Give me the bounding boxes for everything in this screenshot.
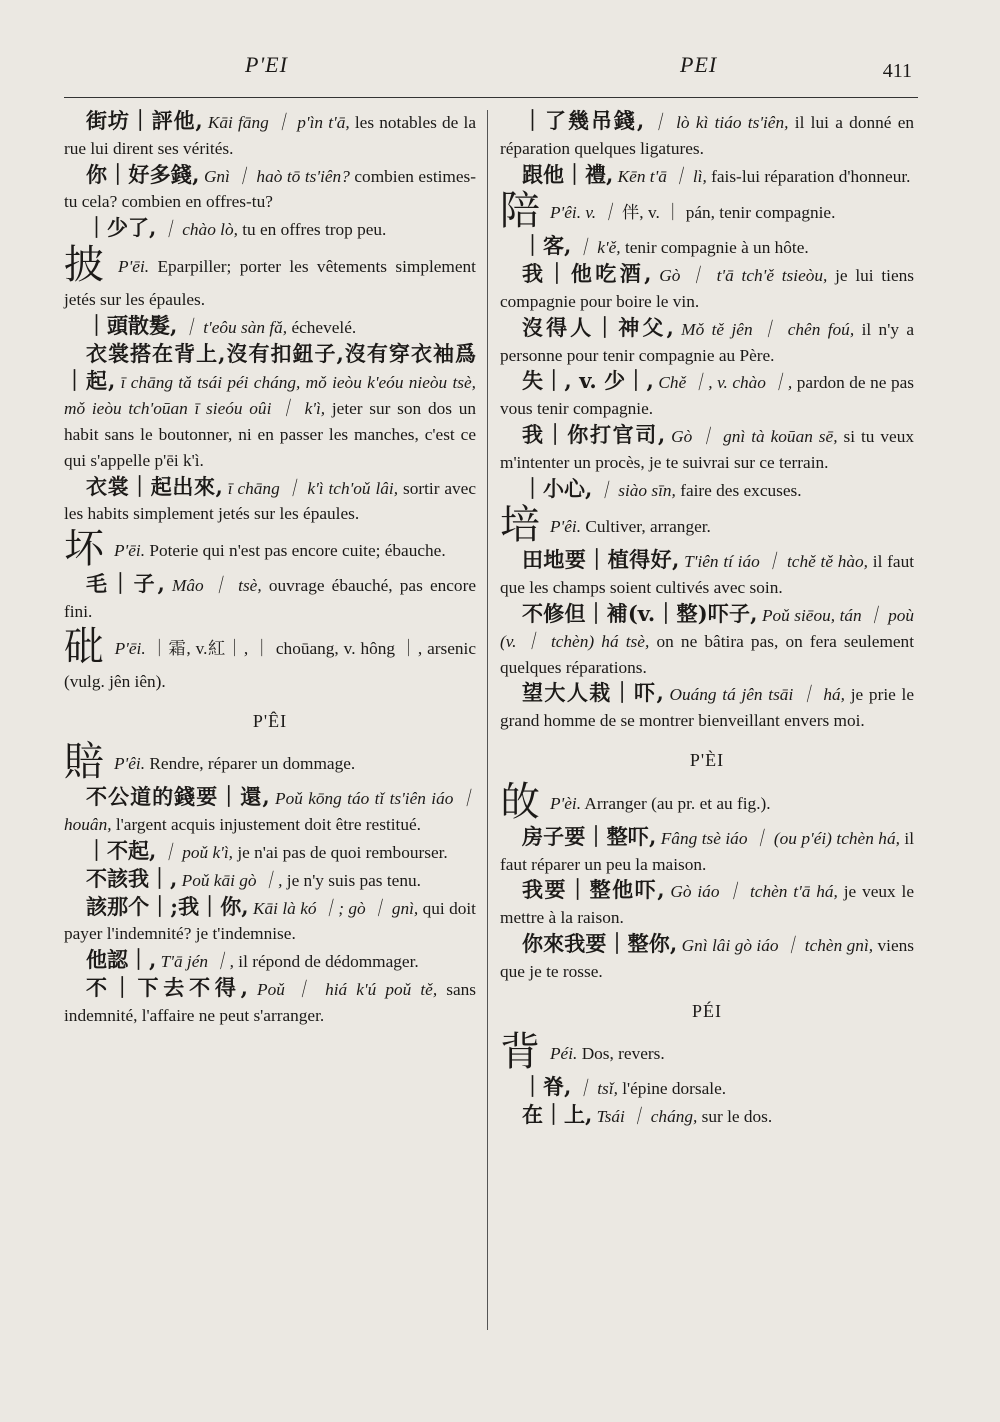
romanization: P'êi. v. ｜ [550, 203, 618, 223]
section-heading: P'ÈI [689, 749, 725, 770]
chinese-phrase: 不｜下去不得, [86, 974, 248, 1000]
definition-text: je prie le grand homme de se montrer bienveillant envers moi. [500, 685, 914, 731]
romanization: Poǔ kōng táo tǐ ts'iên iáo ｜ houân, [64, 789, 476, 835]
definition-text: il faut que les champs soient cultivés avec soin. [500, 552, 915, 598]
chinese-phrase: 望大人栽｜吓, [522, 680, 664, 706]
romanization: P'ēi. [118, 256, 150, 276]
headword-entry [64, 740, 476, 784]
headword-character: 敀 [500, 778, 540, 825]
definition-text: je n'ai pas de quoi rembourser. [237, 842, 448, 862]
chinese-phrase: 衣裳搭在背上,沒有扣鈕子,沒有穿衣袖爲｜起, [64, 340, 476, 394]
romanization: Ouáng tá jên tsāi ｜ há, [669, 685, 845, 705]
headword-entry [64, 625, 476, 695]
chinese-phrase: 田地要｜植得好, [522, 547, 680, 573]
definition-text: Arranger (au pr. et au fig.). [584, 793, 771, 813]
romanization: ｜ tsǐ, [575, 1079, 618, 1099]
definition-text: sans indemnité, l'affaire ne peut s'arranger. [64, 979, 476, 1025]
definition-text: Dos, revers. [581, 1044, 665, 1064]
romanization: Kāi là kó ｜; gò ｜ gnì, [253, 898, 419, 918]
chinese-phrase: 我要｜整他吓, [522, 877, 665, 903]
headword-character: 砒 [64, 623, 105, 670]
sub-entry [500, 680, 914, 734]
definition-text: sortir avec les habits simplement jetés sur les épaules. [64, 478, 477, 524]
definition-text: Eparpiller; porter les vêtements simplement jetés sur les épaules. [64, 256, 476, 309]
section-heading: P'ÊI [252, 710, 288, 731]
sub-entry [64, 341, 476, 474]
sub-entry [500, 315, 914, 369]
chinese-phrase: 他認｜, [86, 947, 157, 973]
romanization: Poǔ siēou, tán ｜ poù (v. ｜ tchèn) há tsè, [500, 605, 915, 651]
sub-entry [64, 108, 476, 162]
chinese-phrase: ｜不起, [86, 837, 157, 863]
sub-entry [500, 547, 914, 601]
sub-entry [500, 162, 914, 190]
romanization: Gnì ｜ haò tō ts'iên? [203, 166, 350, 186]
definition-text: sur le dos. [701, 1107, 773, 1127]
sub-entry [500, 1102, 914, 1130]
definition-text: pardon de ne pas vous tenir compagnie. [500, 373, 914, 419]
romanization: P'ēi. [114, 638, 146, 658]
running-header-left: P'EI [245, 52, 288, 77]
sub-entry [500, 931, 914, 985]
chinese-phrase: 街坊｜評他, [86, 108, 203, 133]
headword-entry [64, 243, 476, 313]
chinese-phrase: 不修但｜補(v.｜整)吓子, [522, 600, 758, 626]
romanization: P'èi. [550, 793, 582, 813]
headword-character: 賠 [64, 739, 104, 786]
chinese-phrase: 該那个｜;我｜你, [86, 893, 249, 919]
definition-text: si tu veux m'intenter un procès, je te suivrai sur ce terrain. [500, 426, 914, 472]
sub-entry [500, 601, 914, 680]
romanization: Chě ｜, v. chào ｜, [658, 373, 793, 393]
sub-entry [64, 866, 476, 894]
romanization: ｜ siào sīn, [596, 480, 676, 500]
header-rule [64, 97, 918, 98]
definition-text: qui doit payer l'indemnité? je t'indemnise. [64, 898, 476, 944]
romanization: P'êi. [550, 517, 582, 537]
chinese-phrase: 跟他｜禮, [522, 161, 614, 187]
definition-text: Poterie qui n'est pas encore cuite; ébauche. [149, 541, 446, 561]
sub-entry [500, 233, 914, 261]
definition-text: je veux le mettre à la raison. [500, 882, 915, 928]
sub-entry [500, 877, 914, 931]
section-heading: PÉI [692, 1000, 722, 1021]
definition-text: ｜霜, v.紅｜, ｜ choūang, v. hông ｜, arsenic (vulg. jên iên). [64, 638, 476, 691]
headword-character: 陪 [500, 188, 540, 235]
sub-entry [500, 261, 914, 315]
headword-entry [500, 503, 914, 547]
chinese-phrase: 在｜上, [522, 1102, 593, 1128]
chinese-phrase: 毛｜子, [86, 571, 165, 597]
headword-entry [500, 189, 914, 233]
headword-character: 背 [500, 1029, 540, 1076]
definition-text: échevelé. [291, 317, 357, 337]
sub-entry [500, 824, 914, 878]
column-divider [487, 110, 488, 1330]
chinese-phrase: 衣裳｜起出來, [86, 473, 223, 499]
chinese-phrase: 不公道的錢要｜還, [86, 784, 270, 810]
headword-entry [500, 1030, 914, 1074]
chinese-phrase: ｜脊, [522, 1074, 572, 1100]
headword-character: 披 [64, 241, 109, 288]
definition-text: les notables de la rue lui dirent ses vérités. [64, 113, 476, 158]
definition-text: faire des excuses. [680, 480, 802, 500]
definition-text: 伴, v. ｜ pán, tenir compagnie. [622, 203, 836, 223]
chinese-phrase: 沒得人｜神父, [522, 314, 674, 340]
romanization: Kāi fāng ｜ p'ìn t'ā, [207, 113, 350, 132]
chinese-phrase: 我｜他吃酒, [522, 261, 652, 287]
romanization: P'ēi. [114, 541, 146, 561]
chinese-phrase: ｜了幾吊錢, [522, 108, 645, 133]
definition-text: je lui tiens compagnie pour boire le vin. [500, 266, 914, 311]
romanization: ｜ chào lò, [160, 220, 238, 240]
sub-entry [64, 215, 476, 243]
definition-text: il faut réparer un peu la maison. [500, 828, 915, 874]
definition-text: je n'y suis pas tenu. [286, 870, 421, 890]
definition-text: jeter sur son dos un habit sans le boutonner, ni en passer les manches, c'est ce qui s'appelle p'ēi k'ì. [64, 399, 476, 470]
headword-entry [500, 780, 914, 824]
romanization: Gò ｜ t'ā tch'ě tsieòu, [659, 266, 828, 286]
romanization: P'êi. [114, 754, 146, 774]
chinese-phrase: 我｜你打官司, [522, 421, 666, 447]
sub-entry [64, 162, 476, 216]
romanization: ｜ poǔ k'ì, [160, 842, 233, 862]
sub-entry [64, 571, 476, 625]
sub-entry [500, 368, 914, 422]
page-number: 411 [882, 60, 912, 82]
sub-entry [64, 313, 476, 341]
sub-entry [64, 784, 476, 838]
definition-text: il répond de dédommager. [238, 952, 419, 972]
definition-text: il lui a donné en réparation quelques ligatures. [500, 113, 915, 158]
romanization: T'iên tí iáo ｜ tchě tě hào, [684, 552, 869, 572]
sub-entry [500, 108, 914, 162]
sub-entry [64, 975, 476, 1029]
definition-text: tu en offres trop peu. [242, 220, 387, 240]
chinese-phrase: ｜小心, [522, 475, 593, 501]
headword-character: 培 [500, 502, 540, 549]
definition-text: tenir compagnie à un hôte. [624, 238, 809, 258]
chinese-phrase: 失｜, v. 少｜, [522, 368, 654, 394]
sub-entry [64, 474, 476, 528]
right-column [500, 108, 914, 1130]
headword-character: 坏 [64, 526, 104, 573]
romanization: Kēn t'ā ｜ lì, [617, 166, 707, 186]
chinese-phrase: 不該我｜, [86, 865, 178, 891]
romanization: ｜ lò kì tiáo ts'iên, [650, 113, 789, 132]
definition-text: on ne bâtira pas, on fera seulement quelques réparations. [500, 631, 914, 677]
chinese-phrase: ｜客, [522, 233, 572, 259]
romanization: Gò ｜ gnì tà koūan sē, [671, 426, 838, 446]
sub-entry [64, 947, 476, 975]
definition-text: Cultiver, arranger. [585, 517, 711, 537]
definition-text: l'argent acquis injustement doit être restitué. [115, 815, 421, 835]
sub-entry [500, 476, 914, 504]
definition-text: combien estimes-tu cela? combien en offres-tu? [64, 166, 477, 212]
romanization: Péi. [550, 1044, 578, 1064]
chinese-phrase: 房子要｜整吓, [522, 823, 657, 849]
romanization: Poǔ ｜ hiá k'ú poǔ tě, [257, 979, 438, 999]
romanization: Mâo ｜ tsè, [172, 576, 262, 596]
definition-text: fais-lui réparation d'honneur. [711, 166, 911, 186]
chinese-phrase: 你｜好多錢, [86, 161, 200, 187]
romanization: Fâng tsè iáo ｜ (ou p'éi) tchèn há, [660, 828, 900, 848]
romanization: Gnì lâi gò iáo ｜ tchèn gnì, [681, 935, 874, 955]
chinese-phrase: ｜少了, [86, 215, 157, 241]
romanization: Mǒ tě jên ｜ chên foú, [681, 319, 855, 339]
romanization: Tsái ｜ cháng, [596, 1107, 698, 1127]
running-header-right: PEI [680, 52, 718, 77]
romanization: ｜ t'eôu sàn fǎ, [181, 317, 288, 337]
sub-entry [64, 894, 476, 948]
romanization: ｜ k'ě, [575, 238, 621, 258]
definition-text: Rendre, réparer un dommage. [149, 754, 356, 774]
sub-entry [500, 1074, 914, 1102]
romanization: ī chāng tǎ tsái péi cháng, mǒ ieòu k'eóu nieòu tsè, mǒ ieòu tch'oūan ī sieóu oûi ｜ k'ì, [64, 373, 477, 419]
definition-text: l'épine dorsale. [622, 1079, 727, 1099]
romanization: T'ā jén ｜, [160, 952, 234, 972]
chinese-phrase: 你來我要｜整你, [522, 930, 678, 956]
definition-text: il n'y a personne pour tenir compagnie au Père. [500, 319, 915, 365]
chinese-phrase: ｜頭散髮, [86, 312, 178, 338]
sub-entry [64, 838, 476, 866]
sub-entry [500, 422, 914, 476]
definition-text: viens que je te rosse. [500, 935, 915, 981]
romanization: Poǔ kāi gò ｜, [181, 870, 283, 890]
definition-text: ouvrage ébauché, pas encore fini. [64, 576, 476, 621]
left-column [64, 108, 476, 1029]
romanization: Gò iáo ｜ tchèn t'ā há, [670, 882, 838, 902]
headword-entry [64, 527, 476, 571]
romanization: ī chāng ｜ k'ì tch'oǔ lâi, [227, 478, 399, 498]
